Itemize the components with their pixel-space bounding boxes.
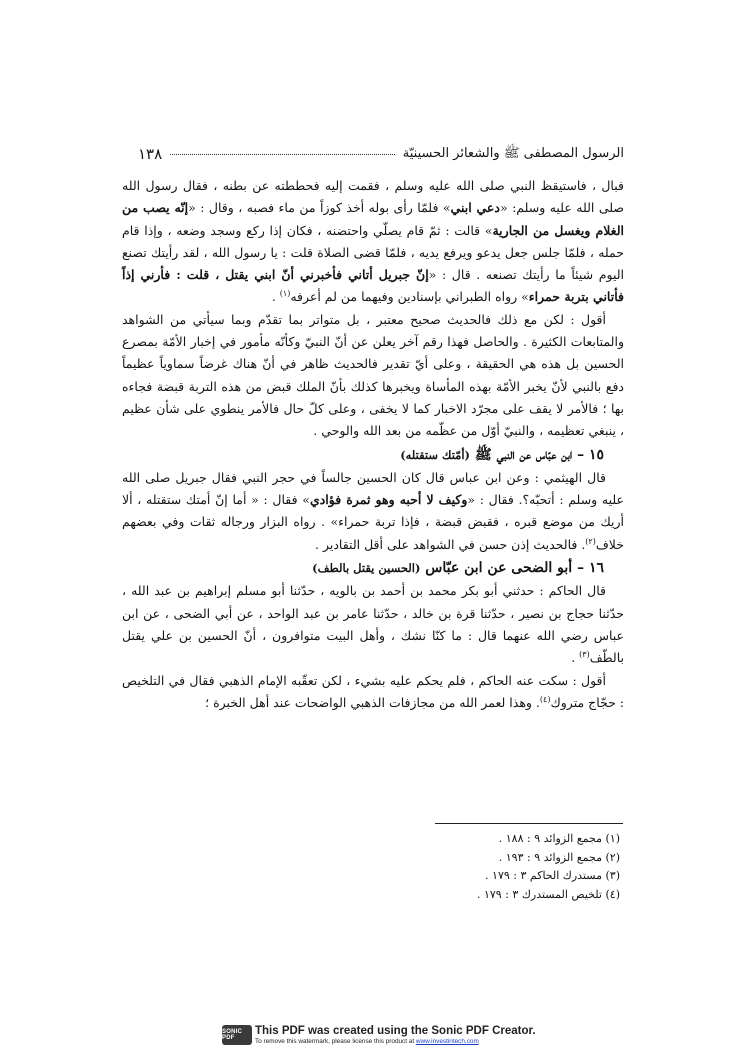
running-header: [128, 142, 624, 166]
section-16-subtitle: (الحسين يقتل بالطف): [312, 561, 421, 576]
watermark-line-1: This PDF was created using the Sonic PDF Creator.: [255, 1024, 536, 1037]
footnotes: [380, 830, 620, 904]
quote-dai-ibni: دعي ابني: [450, 200, 500, 216]
paragraph-1-end: .: [271, 289, 280, 305]
paragraph-4-end: .: [571, 650, 580, 666]
paragraph-3-text: قال الهيثمي : وعن ابن عباس قال كان الحسين جالساً في حجر النبي فقال جبريل صلى الله عليه وسلم : أتحبّه؟. فقال : «: [122, 469, 624, 508]
paragraph-3-text: . فالحديث إذن حسن في الشواهد على أقل التقادير .: [315, 536, 586, 552]
paragraph-5: [122, 670, 624, 715]
paragraph-1: [122, 175, 624, 309]
watermark-text: [255, 1025, 536, 1046]
footnote-item: (١) مجمع الزوائد ٩ : ١٨٨ .: [498, 832, 620, 845]
footnote-divider: [435, 823, 623, 824]
watermark-line-2-prefix: To remove this watermark, please license this product at: [255, 1037, 416, 1045]
section-15-title: ١٥ – ابن عبّاس عن النبي ﷺ: [474, 446, 604, 463]
paragraph-1-text: » رواه الطبراني بإسنادين وفيهما من لم أعرفه: [290, 289, 529, 305]
footnote-ref-1: (١): [279, 289, 291, 299]
quote-jibril: إنّ جبريل أتاني فأخبرني أنّ ابني يقتل ، قلت : فأرني إذاً فأتاني بتربة حمراء: [122, 267, 624, 305]
section-15-subtitle: (أمّتك ستقتله): [400, 447, 470, 462]
paragraph-4: [122, 580, 624, 669]
section-16-title: ١٦ – أبو الضحى عن ابن عبّاس: [425, 560, 604, 577]
investintech-link[interactable]: www.investintech.com: [415, 1037, 479, 1045]
section-heading-16: [122, 557, 604, 579]
quote-thamarat-fuadi: وكيف لا أحبه وهو ثمرة فؤادي: [309, 492, 468, 508]
header-leader-dots: [170, 154, 395, 155]
paragraph-3-text: » فقال : « أما إنّ أمتك ستقتله ، ألا أريك من موضع قبره ، فقبض قبضة ، فإذا تربة حمراء» . رواه البزار ورجاله ثقات وفي بعضهم خلاف: [122, 492, 624, 552]
footnote-ref-4: (٤): [539, 694, 551, 704]
sonic-pdf-watermark: [222, 1022, 542, 1048]
footnote-ref-2: (٢): [585, 536, 596, 546]
sonic-pdf-logo-icon: SONIC PDF: [222, 1025, 252, 1045]
paragraph-2: أقول : لكن مع ذلك فالحديث صحيح معتبر ، بل متواتر بما تقدّم وبما سيأتي من الشواهد والمتابعات الكثيرة . والحاصل فهذا رقم آخر يعلن عن أنّ النبيّ وكأنّه مأمور في إخبار الأمّة بمصرع الحسين بل هذه هي الحقيقة ، وعلى أيّ تقدير فالحديث ظاهر في أنّ هناك غرضاً سماوياً عظيماً دفع بالنبي لأنّ يخبر الأمّة بهذه المأساة ويخبرها كذلك بأنّ الملك قبض من هذه التربة قبضة فجاءه بها ؛ فالأمر لا يقف على مجرّد الاخبار كما لا يخفى ، وعلى كلّ حال فالأمر ينطوي على شأن عظيم ، ينبغي تعظيمه ، والنبيّ أوّل من عظّمه من بعد الله والوحي .: [122, 311, 624, 439]
paragraph-3: [122, 467, 624, 556]
footnote-item: (٤) تلخيص المستدرك ٣ : ١٧٩ .: [476, 887, 620, 901]
section-heading-15: [122, 444, 604, 466]
header-title: الرسول المصطفى ﷺ والشعائر الحسينيّة: [402, 145, 624, 161]
paragraph-1-text: فبال ، فاستيقظ النبي صلى الله عليه وسلم ، فقمت إليه فحططته عن بطنه ، فقال رسول الله صلى الله عليه وسلم: «: [122, 178, 624, 216]
paragraph-5-text: أقول : سكت عنه الحاكم ، فلم يحكم عليه بشيء ، لكن تعقّبه الإمام الذهبي فقال في التلخيص : حجّاج متروك: [122, 672, 624, 710]
body-text: [122, 175, 624, 714]
footnote-item: (٣) مستدرك الحاكم ٣ : ١٧٩ .: [485, 869, 620, 882]
paragraph-1-text: » فلمّا رأى بوله أخذ كوزاً من ماء فصبه ، وقال : «: [188, 200, 451, 216]
paragraph-5-text: . وهذا لعمر الله من مجازفات الذهبي الواضحات عند أهل الخبرة ؛: [205, 694, 540, 710]
page-number: ١٣٨: [138, 145, 163, 163]
footnote-item: (٢) مجمع الزوائد ٩ : ١٩٣ .: [498, 850, 620, 864]
paragraph-4-text: قال الحاكم : حدثني أبو بكر محمد بن أحمد بن بالويه ، حدّثنا أبو مسلم إبراهيم بن عبد الله ، حدّثنا حجاج بن نصير ، حدّثنا قرة بن خالد ، حدّثنا عامر بن عبد الواحد ، عن أبي الضحى ، عن ابن عباس رضي الله عنهما قال : ما كنّا نشك ، وأهل البيت متوافرون ، أنّ الحسين بن علي يقتل بالطّف: [122, 583, 624, 666]
footnote-ref-3: (٣): [579, 650, 590, 660]
paragraph-1-text: » قالت : ثمّ قام يصلّي واحتضنه ، فكان إذا ركع وسجد وضعه ، وإذا قام حمله ، فلمّا جلس جعل يدعو ويرفع يديه ، فلمّا قضى الصلاة قلت : يا رسول الله ، لقد رأيتك تصنع اليوم شيئاً ما رأيتك تصنعه . قال : «: [122, 222, 625, 283]
quote-yusab: إنّه يصب من الغلام ويغسل من الجارية: [122, 200, 624, 238]
watermark-line-2: [255, 1038, 536, 1046]
